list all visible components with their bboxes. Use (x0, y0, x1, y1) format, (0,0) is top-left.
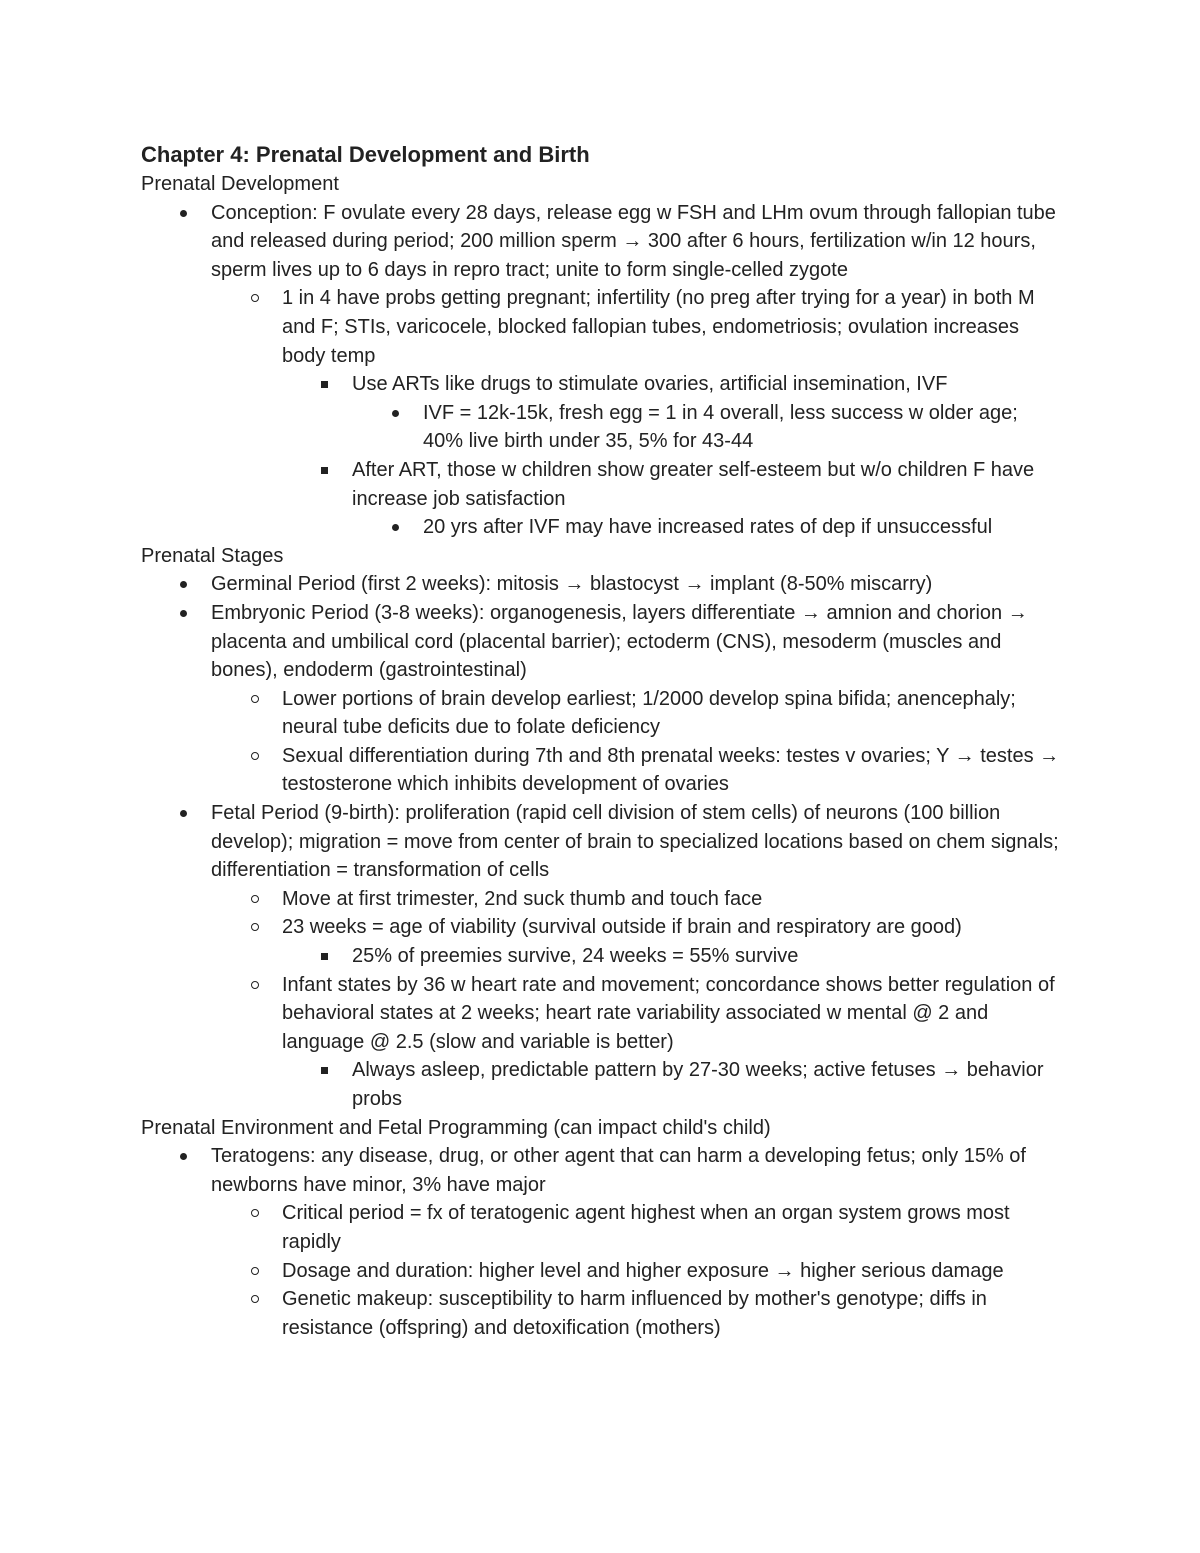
circle-bullet-icon (251, 695, 259, 703)
outline-list (141, 199, 1061, 542)
list-item (141, 513, 1061, 542)
list-item (141, 742, 1061, 799)
list-item-text: Conception: F ovulate every 28 days, release egg w FSH and LHm ovum through fallopian tube and released during period; 200 million sperm → 300 after 6 hours, fertilization w/in 12 hours, sperm lives up to 6 days in repro tract; unite to form single-celled zygote (211, 201, 1056, 281)
list-item (141, 685, 1061, 742)
list-item-text: Dosage and duration: higher level and higher exposure → higher serious damage (282, 1259, 1004, 1282)
list-item-text: Use ARTs like drugs to stimulate ovaries, artificial insemination, IVF (352, 373, 948, 396)
circle-bullet-icon (251, 294, 259, 302)
list-item (141, 199, 1061, 285)
list-item-text: After ART, those w children show greater self-esteem but w/o children F have increase job satisfaction (352, 458, 1035, 510)
list-item (141, 570, 1061, 599)
list-item (141, 799, 1061, 885)
square-bullet-icon (321, 467, 328, 474)
list-item-text: Always asleep, predictable pattern by 27-30 weeks; active fetuses → behavior probs (352, 1059, 1044, 1110)
list-item (141, 1142, 1061, 1199)
list-item-text: Infant states by 36 w heart rate and movement; concordance shows better regulation of behavioral states at 2 weeks; heart rate variability associated w mental @ 2 and language @ 2.5 (slow and variable is better) (282, 973, 1055, 1053)
list-item-text: Teratogens: any disease, drug, or other agent that can harm a developing fetus; only 15% of newborns have minor, 3% have major (211, 1145, 1026, 1196)
disc-bullet-icon (392, 524, 399, 531)
list-item-text: Lower portions of brain develop earliest; 1/2000 develop spina bifida; anencephaly; neural tube deficits due to folate deficiency (282, 687, 1016, 739)
circle-bullet-icon (251, 923, 259, 931)
list-item-text: Germinal Period (first 2 weeks): mitosis → blastocyst → implant (8-50% miscarry) (211, 573, 933, 596)
circle-bullet-icon (251, 1267, 259, 1275)
disc-bullet-icon (180, 210, 187, 217)
disc-bullet-icon (180, 1153, 187, 1160)
circle-bullet-icon (251, 1295, 259, 1303)
list-item (141, 1056, 1061, 1113)
circle-bullet-icon (251, 1209, 259, 1217)
outline-list (141, 570, 1061, 1113)
list-item (141, 1257, 1061, 1286)
list-item-text: 23 weeks = age of viability (survival outside if brain and respiratory are good) (282, 916, 962, 939)
circle-bullet-icon (251, 752, 259, 760)
disc-bullet-icon (180, 810, 187, 817)
list-item (141, 971, 1061, 1057)
list-item (141, 284, 1061, 370)
list-item (141, 942, 1061, 971)
square-bullet-icon (321, 381, 328, 388)
list-item (141, 456, 1061, 513)
list-item (141, 1285, 1061, 1342)
list-item-text: Fetal Period (9-birth): proliferation (rapid cell division of stem cells) of neurons (100 billion develop); migration = move from center of brain to specialized locations based on chem signals; differentiation = transformation of cells (211, 802, 1059, 882)
list-item-text: 25% of preemies survive, 24 weeks = 55% survive (352, 945, 799, 968)
square-bullet-icon (321, 953, 328, 960)
section-heading: Prenatal Stages (141, 544, 284, 567)
list-item (141, 1199, 1061, 1256)
list-item (141, 399, 1061, 456)
list-item-text: 1 in 4 have probs getting pregnant; infertility (no preg after trying for a year) in both M and F; STIs, varicocele, blocked fallopian tubes, endometriosis; ovulation increases body temp (282, 287, 1035, 367)
list-item (141, 885, 1061, 914)
disc-bullet-icon (180, 581, 187, 588)
page-title: Chapter 4: Prenatal Development and Birth (141, 142, 590, 167)
list-item-text: Embryonic Period (3-8 weeks): organogenesis, layers differentiate → amnion and chorion → placenta and umbilical cord (placental barrier); ectoderm (CNS), mesoderm (muscles and bones), endoderm (gastrointestinal) (211, 601, 1028, 682)
document-body (141, 170, 1061, 1342)
list-item-text: Move at first trimester, 2nd suck thumb and touch face (282, 887, 763, 910)
document-page (141, 140, 1061, 1342)
square-bullet-icon (321, 1067, 328, 1074)
section-heading: Prenatal Development (141, 173, 339, 195)
list-item (141, 599, 1061, 685)
circle-bullet-icon (251, 981, 259, 989)
list-item (141, 913, 1061, 942)
list-item-text: IVF = 12k-15k, fresh egg = 1 in 4 overall, less success w older age; 40% live birth under 35, 5% for 43-44 (423, 401, 1018, 453)
section-heading: Prenatal Environment and Fetal Programming (can impact child's child) (141, 1116, 771, 1139)
list-item-text: Genetic makeup: susceptibility to harm influenced by mother's genotype; diffs in resistance (offspring) and detoxification (mothers) (282, 1288, 987, 1339)
list-item-text: Sexual differentiation during 7th and 8th prenatal weeks: testes v ovaries; Y → testes → testosterone which inhibits development of ovaries (282, 744, 1060, 796)
outline-list (141, 1142, 1061, 1342)
circle-bullet-icon (251, 895, 259, 903)
disc-bullet-icon (392, 410, 399, 417)
disc-bullet-icon (180, 610, 187, 617)
list-item-text: 20 yrs after IVF may have increased rates of dep if unsuccessful (423, 516, 993, 539)
list-item-text: Critical period = fx of teratogenic agent highest when an organ system grows most rapidly (282, 1202, 1010, 1253)
list-item (141, 370, 1061, 399)
